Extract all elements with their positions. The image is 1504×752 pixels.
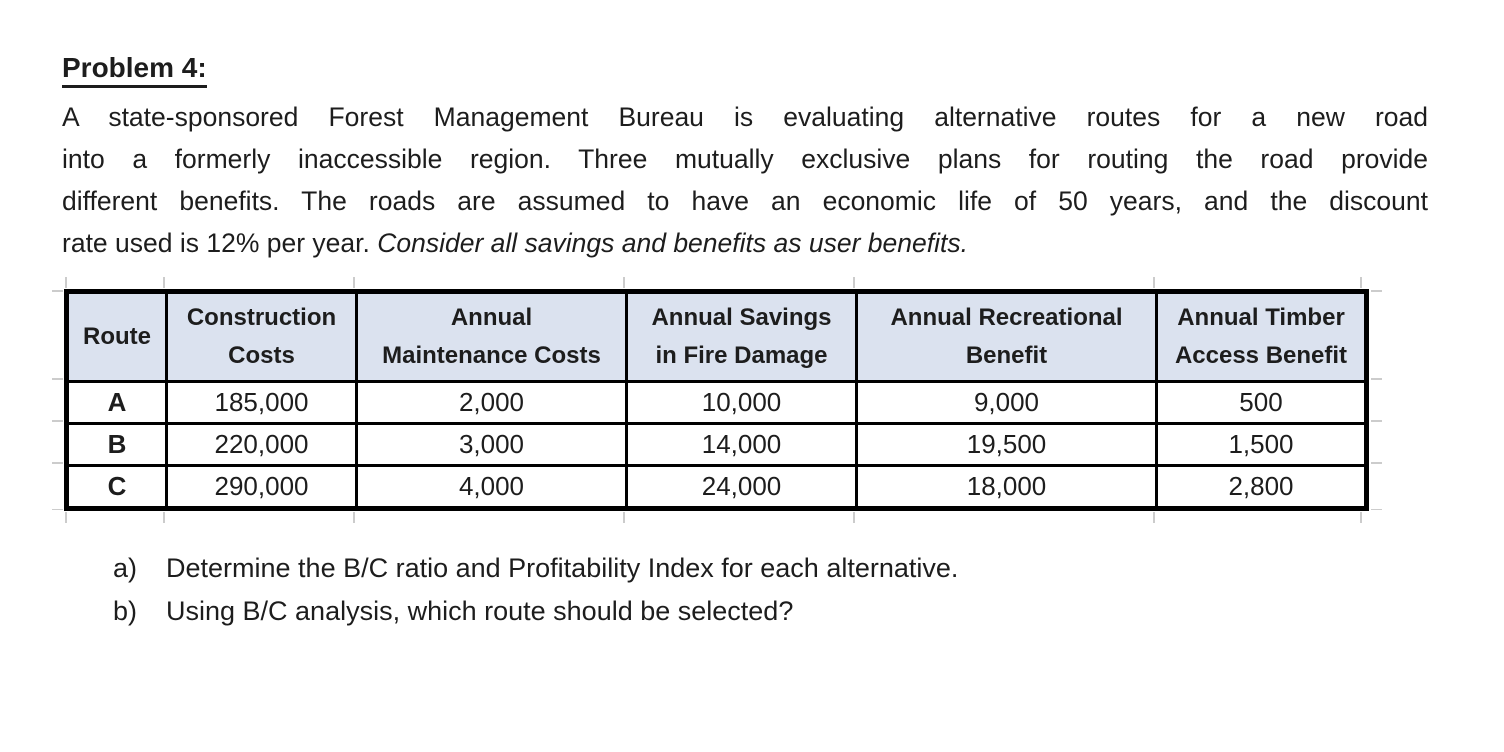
header-line: Annual Timber [1177, 304, 1345, 331]
cell-maintenance-costs: 3,000 [357, 424, 627, 466]
problem-title-text: Problem 4: [62, 52, 207, 88]
question-item-a [113, 547, 958, 590]
cell-timber-access-benefit: 1,500 [1157, 424, 1367, 466]
question-marker: a) [113, 553, 138, 583]
header-line: Annual Recreational [890, 304, 1123, 331]
header-line: Costs [228, 342, 295, 369]
table-row-route-b [67, 424, 1367, 466]
question-item-b [113, 590, 958, 633]
header-line: Construction [186, 304, 337, 331]
cell-recreational-benefit: 19,500 [857, 424, 1157, 466]
cell-maintenance-costs: 4,000 [357, 466, 627, 509]
paragraph-line-normal: rate used is 12% per year. [62, 228, 378, 258]
table-row-route-c [67, 466, 1367, 509]
header-line: Annual Savings [651, 304, 832, 331]
header-line: Annual [450, 304, 533, 331]
cell-fire-damage-savings: 24,000 [627, 466, 857, 509]
route-cost-table [64, 289, 1369, 511]
question-text: Using B/C analysis, which route should be selected? [166, 596, 794, 626]
header-line: Access Benefit [1174, 342, 1348, 369]
question-marker: b) [113, 596, 138, 626]
header-line: Route [83, 323, 151, 350]
question-text: Determine the B/C ratio and Profitability Index for each alternative. [166, 553, 959, 583]
header-annual-savings-fire-damage [627, 292, 857, 382]
cell-construction-costs: 290,000 [167, 466, 357, 509]
cell-timber-access-benefit: 2,800 [1157, 466, 1367, 509]
header-construction-costs [167, 292, 357, 382]
paragraph-line: different benefits. The roads are assumed to have an economic life of 50 years, and the discount [62, 186, 1428, 216]
cell-route: C [67, 466, 167, 509]
header-row [67, 292, 1367, 382]
header-line: Benefit [965, 342, 1048, 369]
question-list [113, 547, 958, 633]
header-annual-maintenance-costs [357, 292, 627, 382]
cell-maintenance-costs: 2,000 [357, 382, 627, 424]
header-route [67, 292, 167, 382]
paragraph-line: into a formerly inaccessible region. Three mutually exclusive plans for routing the road provide [62, 144, 1428, 174]
header-line: in Fire Damage [655, 342, 828, 369]
route-cost-table-wrapper [64, 289, 1369, 511]
paragraph-line [62, 222, 1428, 264]
cell-route: A [67, 382, 167, 424]
cell-construction-costs: 220,000 [167, 424, 357, 466]
paragraph-line: A state-sponsored Forest Management Bureau is evaluating alternative routes for a new road [62, 102, 1428, 132]
cell-recreational-benefit: 9,000 [857, 382, 1157, 424]
cell-construction-costs: 185,000 [167, 382, 357, 424]
cell-recreational-benefit: 18,000 [857, 466, 1157, 509]
header-annual-recreational-benefit [857, 292, 1157, 382]
paragraph-line-italic: Consider all savings and benefits as user benefits. [377, 228, 968, 258]
cell-route: B [67, 424, 167, 466]
cell-fire-damage-savings: 14,000 [627, 424, 857, 466]
header-line: Maintenance Costs [382, 342, 601, 369]
header-annual-timber-access-benefit [1157, 292, 1367, 382]
cell-timber-access-benefit: 500 [1157, 382, 1367, 424]
cell-fire-damage-savings: 10,000 [627, 382, 857, 424]
problem-statement [62, 96, 1428, 264]
problem-title [62, 52, 207, 88]
table-row-route-a [67, 382, 1367, 424]
